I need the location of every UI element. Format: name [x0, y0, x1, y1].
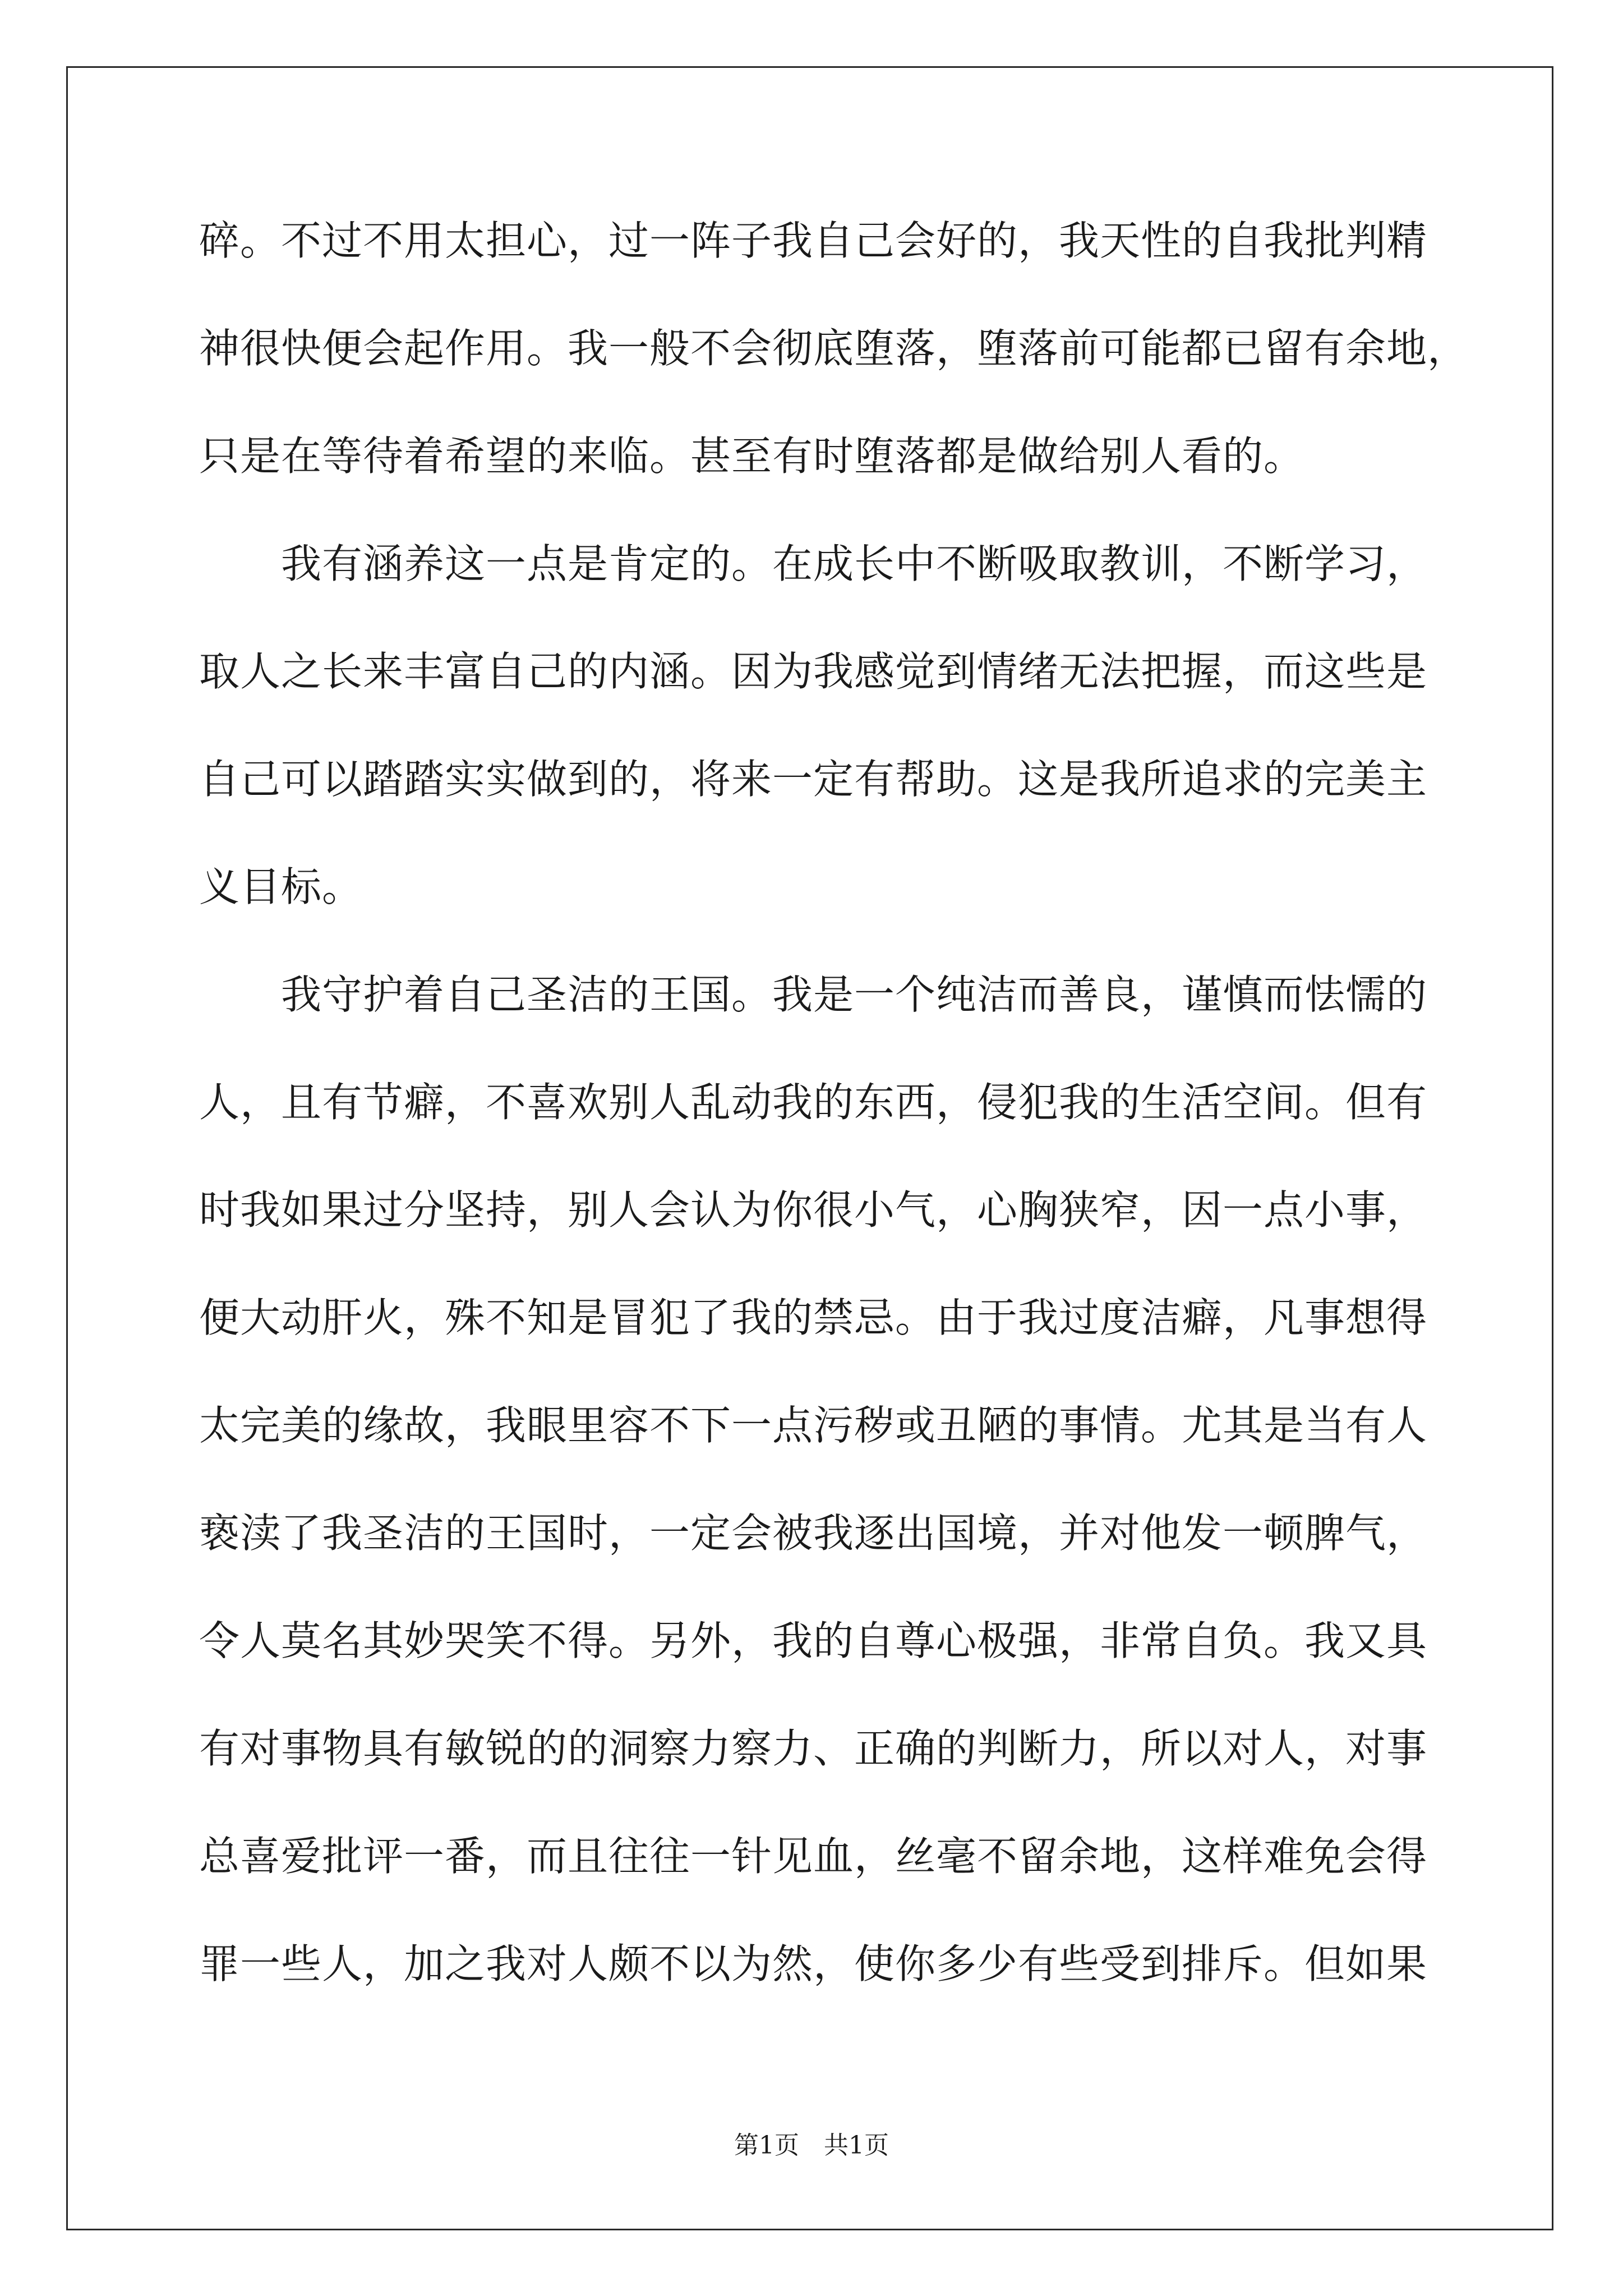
- page-number-footer: 第1页 共1页: [734, 2131, 889, 2160]
- text-line: 只是在等待着希望的来临。甚至有时堕落都是做给别人看的。: [199, 432, 1305, 480]
- text-line: 令人莫名其妙哭笑不得。另外，我的自尊心极强，非常自负。我又具: [199, 1617, 1428, 1664]
- text-line: 自己可以踏踏实实做到的，将来一定有帮助。这是我所追求的完美主: [199, 756, 1428, 803]
- document-body: [199, 217, 1469, 2051]
- text-line: 神很快便会起作用。我一般不会彻底堕落，堕落前可能都已留有余地，: [199, 325, 1469, 372]
- text-line: 罪一些人，加之我对人颇不以为然，使你多少有些受到排斥。但如果: [199, 1940, 1428, 1987]
- text-line: 取人之长来丰富自己的内涵。因为我感觉到情绪无法把握，而这些是: [199, 648, 1428, 695]
- text-line: 有对事物具有敏锐的的洞察力察力、正确的判断力，所以对人，对事: [199, 1725, 1428, 1772]
- text-line: 时我如果过分坚持，别人会认为你很小气，心胸狭窄，因一点小事，: [199, 1186, 1428, 1234]
- text-line: 亵渎了我圣洁的王国时，一定会被我逐出国境，并对他发一顿脾气，: [199, 1510, 1428, 1557]
- text-line: 我守护着自己圣洁的王国。我是一个纯洁而善良，谨慎而怯懦的: [199, 971, 1428, 1018]
- text-line: 义目标。: [199, 863, 363, 910]
- text-line: 碎。不过不用太担心，过一阵子我自己会好的，我天性的自我批判精: [199, 217, 1428, 264]
- text-line: 人，且有节癖，不喜欢别人乱动我的东西，侵犯我的生活空间。但有: [199, 1079, 1428, 1126]
- text-line: 总喜爱批评一番，而且往往一针见血，丝毫不留余地，这样难免会得: [199, 1833, 1428, 1880]
- text-line: 我有涵养这一点是肯定的。在成长中不断吸取教训，不断学习，: [199, 540, 1428, 587]
- text-line: 太完美的缘故，我眼里容不下一点污秽或丑陋的事情。尤其是当有人: [199, 1402, 1428, 1449]
- text-line: 便大动肝火，殊不知是冒犯了我的禁忌。由于我过度洁癖，凡事想得: [199, 1294, 1428, 1341]
